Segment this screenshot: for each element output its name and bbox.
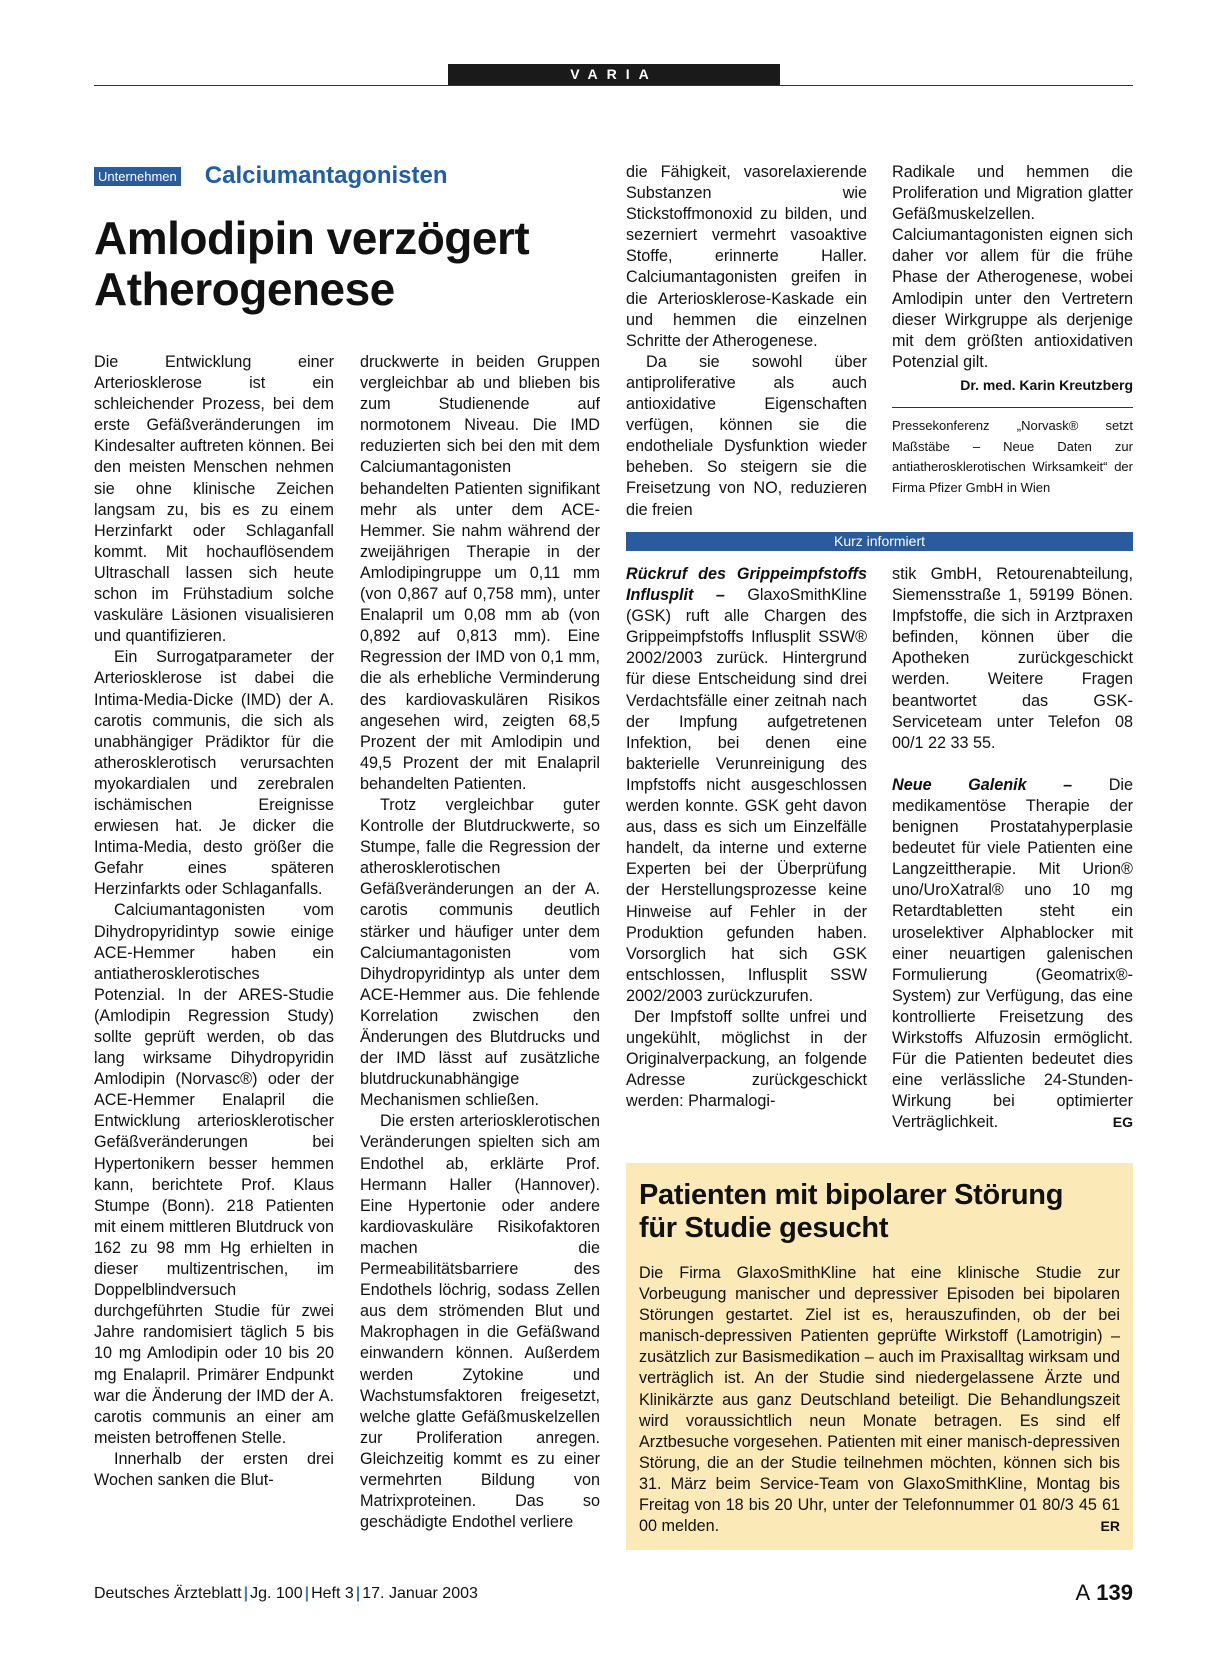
news-item-galenik	[892, 775, 1133, 1134]
rubric-title: Calciumantagonisten	[204, 162, 448, 189]
study-announcement-box	[626, 1163, 1133, 1550]
spacer	[892, 754, 1133, 775]
paragraph: Trotz vergleichbar guter Kontrolle der Blutdruckwerte, so Stumpe, falle die Regression der atherosklerotischen Gefäßveränderungen an der A. carotis communis deutlich stärker und häufiger unter dem Calciumantagonisten vom Dihydropyridintyp als unter dem ACE-Hemmer aus. Die fehlende Korrelation zwischen den Änderungen des Blutdrucks und der IMD lässt auf zusätzliche blutdruckunabhängige Mechanismen schließen.	[360, 795, 600, 1110]
separator-icon: |	[304, 1585, 310, 1602]
box-paragraph: Die Firma GlaxoSmithKline hat eine klinische Studie zur Vorbeugung manischer und depressiver Episoden bei bipolaren Störungen gestartet. Ziel ist es, herauszufinden, ob der bei manisch-depressiven Patienten geprüfte Wirkstoff (Lamotrigin) – zusätzlich zur Basismedikation – auch im Praxisalltag wirksam und verträglich ist. An der Studie sind niedergelassene Ärzte und Klinikärzte aus ganz Deutschland beteiligt. Die Behandlungszeit wird voraussichtlich neun Monate betragen. Es sind elf Arztbesuche vorgesehen. Patienten mit einer manisch-depressiven Störung, die an der Studie teilnehmen möchten, können sich bis 31. März beim Service-Team von GlaxoSmithKline, Montag bis Freitag von 18 bis 20 Uhr, unter der Telefonnummer 01 80/3 45 61 00 melden.	[639, 1264, 1120, 1536]
paragraph: Da sie sowohl über antiproliferative als auch antioxidative Eigenschaften verfügen, können sie die endotheliale Dysfunktion wieder beheben. So steigern sie die Freisetzung von NO, reduzieren die freien	[626, 352, 867, 519]
author-byline: Dr. med. Karin Kreutzberg	[960, 376, 1133, 393]
article-column-1	[94, 352, 334, 1491]
box-text	[639, 1263, 1120, 1537]
journal-name: Deutsches Ärzteblatt	[94, 1585, 242, 1602]
box-title-line: für Studie gesucht	[639, 1212, 889, 1244]
article-column-4	[892, 162, 1133, 498]
news-text: GlaxoSmithKline (GSK) ruft alle Chargen des Grippeimpfstoffs Influsplit SSW® 2002/2003 zurück. Hintergrund für diese Entscheidung sind drei Verdachtsfälle einer zeitnah nach der Impfung aufgetretenen Infektion, bei denen eine bakterielle Verunreinigung des Impfstoffs nicht ausgeschlossen werden konnte. GSK geht davon aus, dass es sich um Einzelfälle handelt, da interne und externe Experten bei der Überprüfung der Herstellungsprozesse keine Hinweise auf Fehler in der Produktion gefunden haben. Vorsorglich hat sich GSK entschlossen, Influsplit SSW 2002/2003 zurückzurufen.	[626, 586, 867, 1005]
article-column-2	[360, 352, 600, 1533]
paragraph: Die ersten arteriosklerotischen Veränderungen spielten sich am Endothel ab, erklärte Prof. Hermann Haller (Hannover). Eine Hypertonie oder andere kardiovaskuläre Risikofaktoren machen die Permeabilitätsbarriere des Endothels löchrig, sodass Zellen aus dem strömenden Blut und Makrophagen in die Gefäßwand einwandern können. Außerdem werden Zytokine und Wachstumsfaktoren freigesetzt, welche glatte Gefäßmuskelzellen zur Proliferation anregen. Gleichzeitig kommt es zu einer vermehrten Bildung von Matrixproteinen. Das so geschädigte Endothel verliere	[360, 1112, 600, 1532]
journal-volume: Jg. 100	[250, 1585, 303, 1602]
paragraph: Calciumantagonisten vom Dihydropyridintyp sowie einige ACE-Hemmer haben ein antiatherosklerotisches Potenzial. In der ARES-Studie (Amlodipin Regression Study) sollte geprüft werden, ob das lang wirksame Dihydropyridin Amlodipin (Norvasc®) oder der ACE-Hemmer Enalapril die Entwicklung arteriosklerotischer Gefäßveränderungen bei Hypertonikern besser hemmen kann, berichtete Prof. Klaus Stumpe (Bonn). 218 Patienten mit einem mittleren Blutdruck von 162 zu 98 mm Hg erhielten in dieser multizentrischen, im Doppelblindversuch durchgeführten Studie für zwei Jahre randomisiert täglich 5 bis 10 mg Amlodipin oder 10 bis 20 mg Enalapril. Primärer Endpunkt war die Änderung der IMD der A. carotis communis an einer am meisten betroffenen Stelle.	[94, 901, 334, 1447]
article-headline	[94, 213, 564, 315]
news-lead: Neue Galenik –	[892, 775, 1073, 794]
paragraph: Die Entwicklung einer Arteriosklerose ist ein schleichender Prozess, bei dem erste Gefäßveränderungen im Kindesalter auftreten können. Bei den meisten Menschen nehmen sie ohne klinische Zeichen langsam zu, bis es zu einem Herzinfarkt oder Schlaganfall kommt. Mit hochauflösendem Ultraschall lassen sich heute schon im Frühstadium solche vaskuläre Läsionen visualisieren und quantifizieren.	[94, 353, 334, 646]
page-prefix: A	[1075, 1580, 1091, 1605]
paragraph: druckwerte in beiden Gruppen vergleichbar ab und blieben bis zum Studienende auf normotonem Niveau. Die IMD reduzierten sich bei den mit dem Calciumantagonisten behandelten Patienten signifikant mehr als unter dem ACE-Hemmer. Sie nahm während der zweijährigen Therapie in der Amlodipingruppe um 0,11 mm (von 0,867 auf 0,758 mm), unter Enalapril um 0,08 mm ab (von 0,892 auf 0,813 mm). Eine Regression der IMD von 0,1 mm, die als erhebliche Verminderung des kardiovaskulären Risikos angesehen wird, zeigten 68,5 Prozent der mit Amlodipin und 49,5 Prozent der mit Enalapril behandelten Patienten.	[360, 353, 600, 793]
separator-icon: |	[243, 1585, 249, 1602]
news-lead: Rückruf des Grippeimpfstoffs Influsplit –	[626, 565, 867, 605]
source-note: Pressekonferenz „Norvask® setzt Maßstäbe – Neue Daten zur antiatherosklerotischen Wirksamkeit“ der Firma Pfizer GmbH in Wien	[892, 418, 1133, 495]
paragraph: Innerhalb der ersten drei Wochen sanken die Blut-	[94, 1449, 334, 1489]
paragraph: Ein Surrogatparameter der Arteriosklerose ist dabei die Intima-Media-Dicke (IMD) der A. carotis communis, die sich als unabhängiger Prädiktor für die atherosklerotisch verursachten myokardialen und zerebralen ischämischen Ereignisse erwiesen hat. Je dicker die Intima-Media, desto größer die Gefahr eines späteren Herzinfarkts oder Schlaganfalls.	[94, 648, 334, 899]
section-label: VARIA	[448, 64, 780, 85]
paragraph: Radikale und hemmen die Proliferation und Migration glatter Gefäßmuskelzellen. Calciumantagonisten eignen sich daher vor allem für die frühe Phase der Atherogenese, wobei Amlodipin unter den Vertretern dieser Wirkgruppe als derjenige mit dem größten antioxidativen Potenzial gilt.	[892, 163, 1133, 371]
headline-line: Atherogenese	[94, 263, 395, 315]
news-column-2	[892, 564, 1133, 1133]
page-number	[1075, 1580, 1133, 1606]
author-initials: EG	[1112, 1114, 1133, 1131]
author-initials: ER	[1100, 1518, 1120, 1535]
box-title	[639, 1179, 1120, 1245]
paragraph: die Fähigkeit, vasorelaxierende Substanzen wie Stickstoffmonoxid zu bilden, und sezerniert vermehrt vasoaktive Stoffe, erinnerte Haller. Calciumantagonisten greifen in die Arteriosklerose-Kaskade ein und hemmen die einzelnen Schritte der Atherogenese.	[626, 163, 867, 350]
article-kicker	[94, 162, 448, 189]
top-rule	[94, 85, 1133, 86]
note-divider	[892, 407, 1133, 408]
journal-issue: Heft 3	[311, 1585, 354, 1602]
news-text: Die medikamentöse Therapie der benignen Prostatahyperplasie bedeutet für viele Patienten eine Langzeittherapie. Mit Urion® uno/UroXatral® uno 10 mg Retardtabletten steht ein uroselektiver Alphablocker mit einer neuartigen galenischen Formulierung (Geomatrix®-System) zur Verfügung, das eine kontrollierte Freisetzung des Wirkstoffs Alfuzosin ermöglicht. Für die Patienten bedeutet dies eine verlässliche 24-Stunden-Wirkung bei optimierter Verträglichkeit.	[892, 775, 1133, 1132]
separator-icon: |	[355, 1585, 361, 1602]
news-item-recall	[626, 564, 867, 1007]
kurz-informiert-bar: Kurz informiert	[626, 532, 1133, 551]
page-number-value: 139	[1096, 1580, 1133, 1605]
box-title-line: Patienten mit bipolarer Störung	[639, 1179, 1064, 1211]
headline-line: Amlodipin verzögert	[94, 212, 530, 264]
news-column-1	[626, 564, 867, 1112]
news-paragraph: stik GmbH, Retourenabteilung, Siemensstraße 1, 59199 Bönen. Impfstoffe, die sich in Arztpraxen befinden, können über die Apotheken zurückgeschickt werden. Weitere Fragen beantwortet das GSK-Serviceteam unter Telefon 08 00/1 22 33 55.	[892, 565, 1133, 752]
category-tag: Unternehmen	[94, 167, 181, 186]
page-footer	[94, 1585, 478, 1603]
news-paragraph: Der Impfstoff sollte unfrei und ungekühlt, möglichst in der Originalverpackung, an folgende Adresse zurückgeschickt werden: Pharmalogi-	[626, 1007, 867, 1111]
article-column-3	[626, 162, 867, 521]
journal-date: 17. Januar 2003	[362, 1585, 478, 1602]
